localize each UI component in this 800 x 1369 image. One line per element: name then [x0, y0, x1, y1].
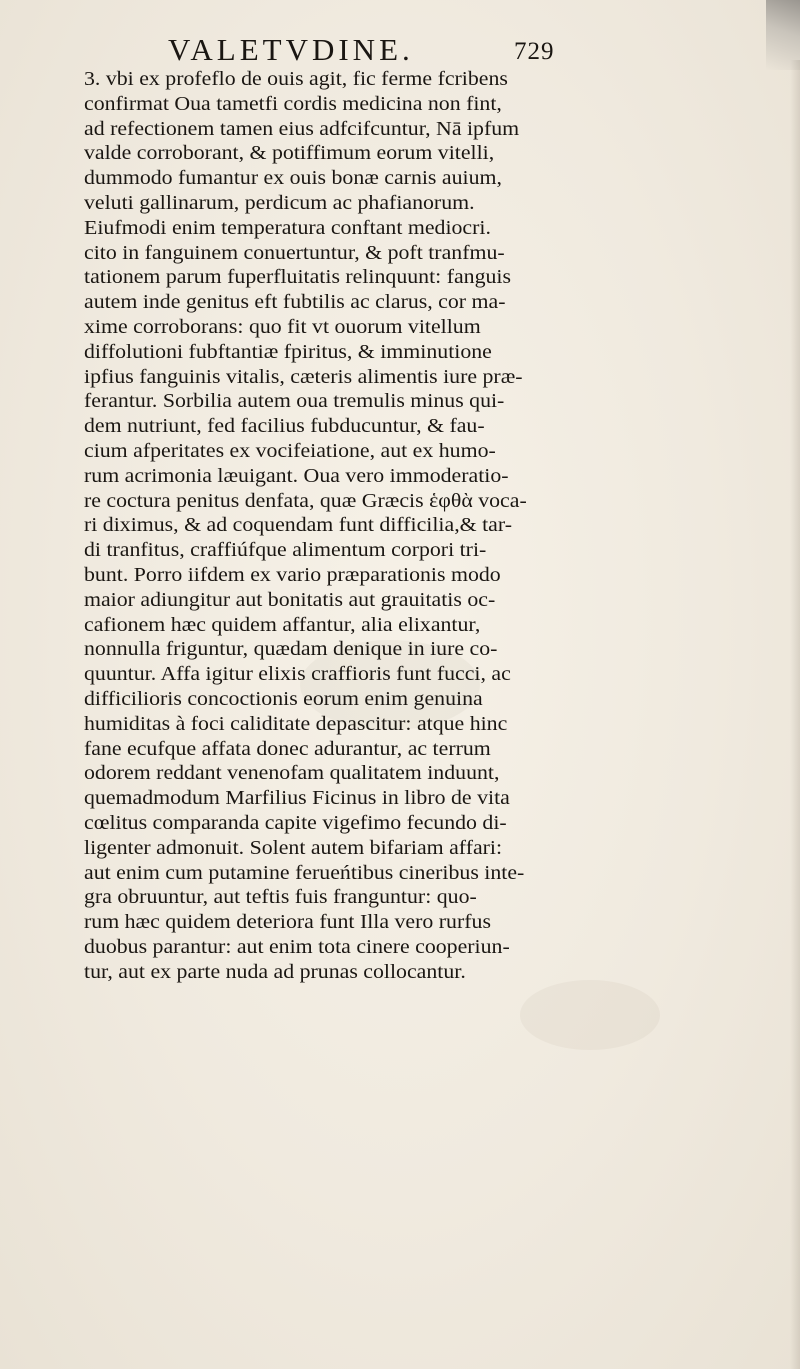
text-line: rum hæc quidem deteriora funt Illa vero rurfus [84, 912, 491, 934]
text-line: cafionem hæc quidem affantur, alia elixantur, [84, 614, 481, 636]
text-line: cœlitus comparanda capite vigefimo fecundo di- [84, 812, 507, 834]
text-line: tur, aut ex parte nuda ad prunas collocantur. [84, 961, 466, 983]
text-line: dummodo fumantur ex ouis bonæ carnis auium, [84, 168, 502, 190]
text-line: re coctura penitus denfata, quæ Græcis ἑφθὰ voca- [84, 490, 527, 512]
text-line: cium afperitates ex vocifeiatione, aut ex humo- [84, 440, 496, 462]
text-line: valde corroborant, & potiffimum eorum vitelli, [84, 143, 495, 165]
text-line: ri diximus, & ad coquendam funt difficilia,& tar- [84, 515, 512, 537]
page-number: 729 [514, 38, 555, 65]
text-line: di tranfitus, craffiúfque alimentum corpori tri- [84, 540, 487, 562]
paper-stain [520, 980, 660, 1050]
text-line: fane ecufque affata donec adurantur, ac terrum [84, 738, 491, 760]
text-line: nonnulla friguntur, quædam denique in iure co- [84, 639, 498, 661]
text-line: ferantur. Sorbilia autem oua tremulis minus qui- [84, 391, 505, 413]
text-line: aut enim cum putamine ferueńtibus cineribus inte- [84, 862, 525, 884]
text-line: diffolutioni fubftantiæ fpiritus, & imminutione [84, 341, 492, 363]
text-line: difficilioris concoctionis eorum enim genuina [84, 688, 483, 710]
text-line: duobus parantur: aut enim tota cinere cooperiun- [84, 936, 510, 958]
page-edge-shadow [790, 60, 800, 1369]
text-line: dem nutriunt, fed facilius fubducuntur, & fau- [84, 416, 485, 438]
text-line: confirmat Oua tametfi cordis medicina non fint, [84, 93, 502, 115]
text-line: quemadmodum Marfilius Ficinus in libro de vita [84, 788, 510, 810]
text-line: cito in fanguinem conuertuntur, & poft tranfmu- [84, 242, 505, 264]
text-line: bunt. Porro iifdem ex vario præparationis modo [84, 564, 501, 586]
text-line: humiditas à foci caliditate depascitur: atque hinc [84, 713, 508, 735]
text-line: ipfius fanguinis vitalis, cæteris alimentis iure præ- [84, 366, 523, 388]
text-line: ligenter admonuit. Solent autem bifariam affari: [84, 837, 503, 859]
text-line: autem inde genitus eft fubtilis ac clarus, cor ma- [84, 292, 506, 314]
text-line: gra obruuntur, aut teftis fuis franguntur: quo- [84, 887, 477, 909]
page-header [0, 30, 800, 70]
text-line: 3. vbi ex profeflo de ouis agit, fic ferme fcribens [84, 69, 508, 90]
text-line: Eiufmodi enim temperatura conftant mediocri. [84, 217, 491, 239]
text-line: xime corroborans: quo fit vt ouorum vitellum [84, 316, 481, 338]
text-line: veluti gallinarum, perdicum ac phafianorum. [84, 192, 475, 214]
text-line: maior adiungitur aut bonitatis aut grauitatis oc- [84, 589, 496, 611]
running-head: VALETVDINE. [168, 32, 414, 67]
text-line: ad refectionem tamen eius adfcifcuntur, Nā ipfum [84, 118, 520, 140]
text-line: rum acrimonia læuigant. Oua vero immoderatio- [84, 465, 509, 487]
text-line: tationem parum fuperfluitatis relinquunt: fanguis [84, 267, 511, 289]
body-text [84, 68, 764, 985]
text-line: odorem reddant venenofam qualitatem induunt, [84, 763, 500, 785]
text-line: quuntur. Affa igitur elixis craffioris funt fucci, ac [84, 664, 511, 686]
